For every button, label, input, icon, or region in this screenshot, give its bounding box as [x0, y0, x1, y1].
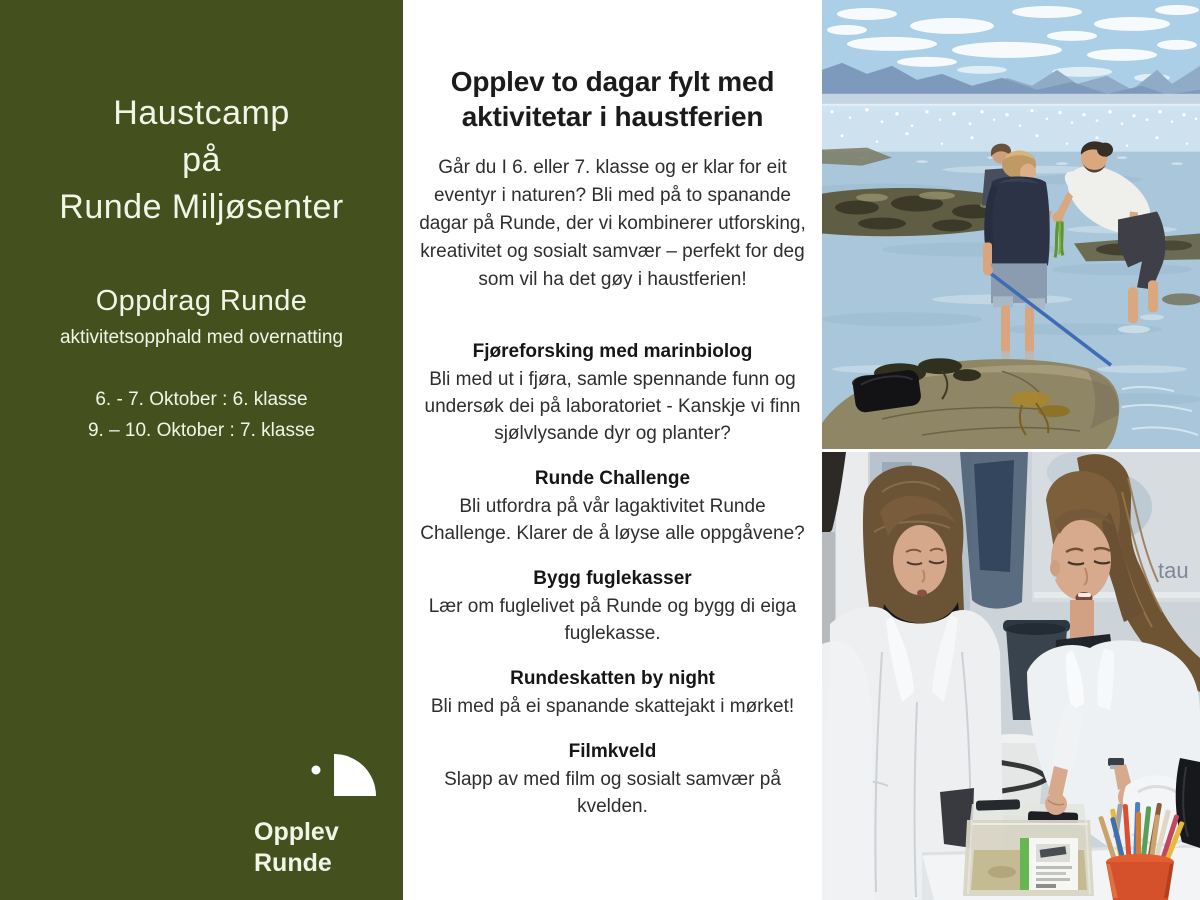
activity-description: Bli med på ei spanande skattejakt i mørket!	[430, 696, 795, 717]
window-reflection-text: tau	[1158, 558, 1189, 583]
date-line-2: 9. – 10. Oktober : 7. klasse	[87, 420, 316, 441]
intro-paragraph: Går du I 6. eller 7. klasse og er klar for eit eventyr i naturen? Bli med på to spanande dagar på Runde, der vi kombinerer utforsking, kreativitet og sosialt samvær – perfekt for deg som vil ha det gøy i haustferien!	[419, 157, 806, 290]
photo-shore-exploration	[822, 0, 1200, 449]
logo-line-1: Opplev	[254, 818, 339, 846]
photo-lab-illustration	[822, 452, 1200, 900]
program-block	[0, 285, 403, 349]
activity-title: Fjøreforsking med marinbiolog	[472, 341, 753, 362]
activity-description: Slapp av med film og sosialt samvær på kvelden.	[444, 769, 781, 817]
dates-block	[0, 384, 403, 446]
activity-item	[418, 341, 807, 447]
blurred-foreground-shoulder	[822, 641, 874, 900]
activity-description: Lær om fuglelivet på Runde og bygg di eiga fuglekasse.	[428, 596, 797, 644]
date-line-1: 6. - 7. Oktober : 6. klasse	[95, 389, 308, 410]
activity-description: Bli utfordra på vår lagaktivitet Runde Challenge. Klarer de å løyse alle oppgåvene?	[420, 496, 805, 544]
activity-title: Runde Challenge	[534, 468, 691, 489]
logo-wordmark	[254, 817, 384, 879]
activity-description: Bli med ut i fjøra, samle spennande funn og undersøk dei på laboratoriet - Kanskje vi finn sjølvlysande dyr og planter?	[424, 369, 801, 444]
camp-title-line3: Runde Miljøsenter	[59, 188, 344, 226]
opplev-runde-logo	[254, 750, 384, 879]
activity-item	[418, 668, 807, 720]
page-title	[418, 64, 807, 134]
left-panel	[0, 0, 403, 900]
activity-title: Filmkveld	[568, 741, 657, 762]
activity-item	[418, 468, 807, 547]
photo-shore-illustration	[822, 0, 1200, 449]
camp-title-line1: Haustcamp	[113, 94, 290, 132]
page-title-line2: aktivitetar i haustferien	[461, 101, 764, 132]
camp-title	[0, 90, 403, 231]
camp-title-line2: på	[182, 141, 221, 179]
activity-item	[418, 741, 807, 820]
activity-item	[418, 568, 807, 647]
content-column	[403, 0, 822, 900]
photo-lab-scene	[822, 452, 1200, 900]
page-title-line1: Opplev to dagar fylt med	[450, 66, 775, 97]
activity-title: Rundeskatten by night	[510, 668, 715, 689]
logo-line-2: Runde	[254, 849, 332, 877]
program-name: Oppdrag Runde	[95, 285, 308, 317]
opplev-runde-logo-icon	[254, 750, 384, 798]
activity-title: Bygg fuglekasser	[533, 568, 692, 589]
activities-list	[418, 341, 807, 820]
program-subtitle: aktivitetsopphald med overnatting	[59, 327, 344, 348]
specimen-box	[963, 799, 1094, 896]
